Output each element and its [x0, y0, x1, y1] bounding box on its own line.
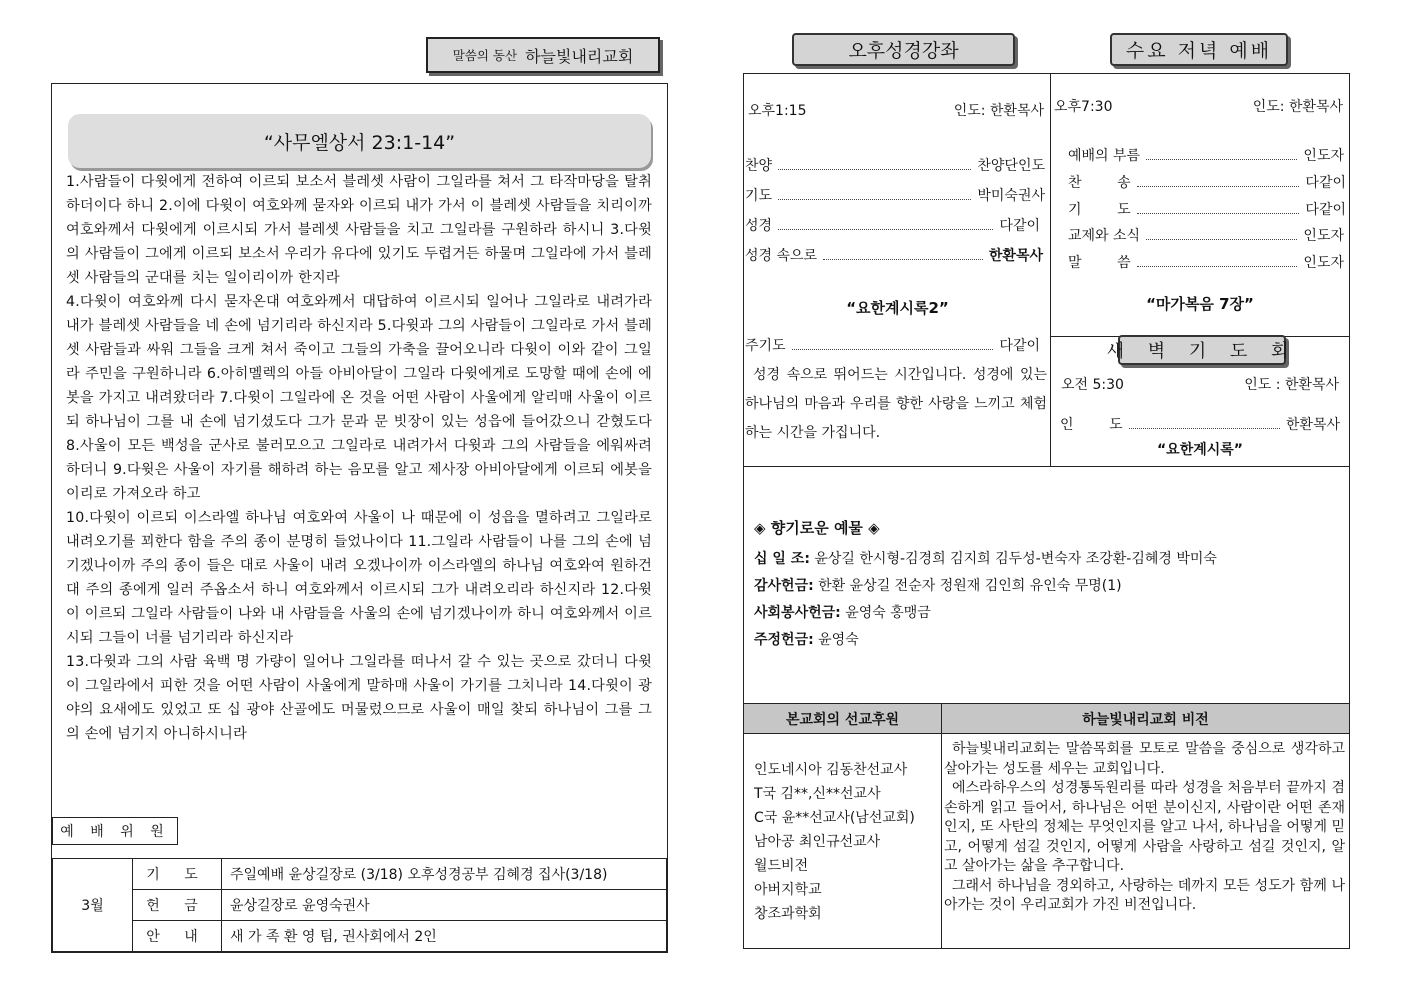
- scripture-paragraph: 1.사람들이 다윗에게 전하여 이르되 보소서 블레셋 사람이 그일라를 쳐서 그 타작마당을 탈취하더이다 하니 2.이에 다윗이 여호와께 묻자와 이르되 내가 가서 이 블레셋 사람들을 치리이까 여호와께서 다윗에게 이르시되 가서 블레셋 사람들을 치고 그일라를 구원하라 하시니 3.다윗의 사람들이 그에게 이르되 보소서 우리가 유다에 있기도 두렵거든 하물며 그일라에 가서 블레셋 사람들의 군대를 치는 일이리이까 한지라: [66, 174, 652, 286]
- program-item: [745, 185, 1045, 205]
- vision-paragraph: 그래서 하나님을 경외하고, 사랑하는 데까지 모든 성도가 함께 나아가는 것이 우리교회가 가진 비전입니다.: [944, 877, 1345, 913]
- program-item: [745, 155, 1045, 175]
- offering-line: [754, 600, 1344, 627]
- program-item-label: 기도: [745, 188, 773, 204]
- scripture-paragraph: 4.다윗이 여호와께 다시 묻자온대 여호와께서 대답하여 이르시되 일어나 그일라로 내려가라 내가 블레셋 사람들을 네 손에 넘기리라 하신지라 5.다윗과 그의 사람들이 그일라로 가서 블레셋 사람들과 싸워 그들을 크게 쳐서 죽이고 그들의 가축을 끌어오니라 다윗이 이와 같이 그일라 주민을 구원하니라 6.아히멜렉의 아들 아비아달이 그일라 다윗에게로 도망할 때에 손에 에봇을 가지고 내려왔더라 7.다윗이 그일라에 온 것을 어떤 사람이 사울에게 알리매 사울이 이르되 하나님이 그를 내 손에 넘기셨도다 그가 문과 문 빗장이 있는 성읍에 들어갔으니 갇혔도다 8.사울이 모든 백성을 군사로 불러모으고 그일라로 내려가서 다윗과 그의 사람들을 에워싸려 하더니 9.다윗은 사울이 자기를 해하려 하는 음모를 알고 제사장 아비아달에게 이르되 에봇을 이리로 가져오라 하고: [66, 294, 652, 502]
- church-motto: 말씀의 동산: [452, 48, 518, 63]
- list-item: 아버지학교: [754, 882, 822, 898]
- program-item: [1068, 199, 1346, 219]
- table-row: [744, 734, 1350, 949]
- afternoon-header: [748, 100, 1044, 120]
- dawn-header: [1061, 374, 1339, 394]
- table-header-row: [744, 704, 1350, 734]
- vision-paragraph: 하늘빛내리교회는 말씀목회를 모토로 말씀을 중심으로 생각하고 살아가는 성도를 세우는 교회입니다.: [944, 741, 1345, 777]
- program-item-value: 한환목사: [1285, 417, 1340, 433]
- offering-names: 윤영숙 홍맹금: [845, 605, 931, 621]
- program-item: [1068, 225, 1344, 245]
- offering-section: [754, 517, 1344, 654]
- program-item-label: 말 씀: [1068, 255, 1131, 271]
- program-item-value: 다같이: [1305, 175, 1346, 191]
- dawn-time: 오전 5:30: [1061, 377, 1124, 393]
- leader-dots: [778, 169, 971, 170]
- church-name-tag: [426, 37, 660, 73]
- duty-month: 3월: [53, 859, 133, 952]
- program-item-value: 찬양단인도: [977, 158, 1045, 174]
- vision-header: 하늘빛내리교회 비전: [942, 704, 1350, 734]
- table-row: [53, 921, 667, 952]
- program-item-label: 찬양: [745, 158, 773, 174]
- passage-title: “사무엘상서 23:1-14”: [68, 114, 651, 168]
- duty-role: 안 내: [133, 921, 222, 952]
- program-item-label: 교제와 소식: [1068, 228, 1141, 244]
- worship-committee-label: 예 배 위 원: [52, 817, 178, 845]
- list-item: T국 김**,신**선교사: [754, 786, 881, 802]
- church-name: 하늘빛내리교회: [525, 46, 634, 66]
- offering-label: 십 일 조:: [754, 551, 810, 567]
- program-item: [745, 245, 1043, 265]
- leader-dots: [1146, 159, 1297, 160]
- list-item: 창조과학회: [754, 906, 822, 922]
- missions-header: 본교회의 선교후원: [744, 704, 942, 734]
- program-item-label: 성경: [745, 218, 773, 234]
- column-divider: [1050, 73, 1051, 466]
- leader-dots: [1129, 428, 1280, 429]
- afternoon-description-text: 성경 속으로 뛰어드는 시간입니다. 성경에 있는 하나님의 마음과 우리를 향한 사랑을 느끼고 체험하는 시간을 가집니다.: [745, 367, 1047, 441]
- leader-dots: [792, 349, 994, 350]
- list-item: 인도네시아 김동찬선교사: [754, 762, 908, 778]
- duty-table: [52, 858, 667, 952]
- leader-dots: [778, 229, 993, 230]
- offering-label: 사회봉사헌금:: [754, 605, 841, 621]
- section-divider: [743, 466, 1350, 467]
- offering-names: 윤영숙: [818, 632, 859, 648]
- offering-label: 감사헌금:: [754, 578, 814, 594]
- program-item-label: 찬 송: [1068, 175, 1131, 191]
- program-item-value: 인도자: [1303, 255, 1344, 271]
- list-item: 남아공 최인규선교사: [754, 834, 881, 850]
- afternoon-bible-class-tab: 오후성경강좌: [792, 33, 1015, 66]
- scripture-text: [66, 170, 652, 746]
- program-item-label: 성경 속으로: [745, 248, 818, 264]
- wednesday-leader: 인도: 한환목사: [1252, 99, 1343, 115]
- vision-paragraph: 에스라하우스의 성경통독원리를 따라 성경을 처음부터 끝까지 겸손하게 읽고 들어서, 하나님은 어떤 분이신지, 사람이란 어떤 존재인지, 또 사탄의 정체는 무엇인지를 알고 나서, 하나님을 어떻게 믿고, 어떻게 섬길 것인지, 어떻게 사람을 사랑하고 섬길 것인지, 알고 살아가는 삶을 추구합니다.: [944, 780, 1345, 874]
- duty-role: 헌 금: [133, 890, 222, 921]
- leader-dots: [1146, 239, 1297, 240]
- program-item-value: 박미숙권사: [977, 188, 1045, 204]
- program-item-value: 다같이: [999, 218, 1040, 234]
- wednesday-header: [1054, 96, 1343, 116]
- offering-line: [754, 627, 1344, 654]
- program-item-value: 한환목사: [988, 248, 1043, 264]
- leader-dots: [778, 199, 971, 200]
- offering-names: 윤상길 한시형-김경희 김지희 김두성-변숙자 조강환-김혜경 박미숙: [814, 551, 1217, 567]
- program-item: [745, 215, 1040, 235]
- program-item: [1068, 252, 1344, 272]
- program-item-label: 주기도: [745, 338, 786, 354]
- table-row: [53, 859, 667, 890]
- program-item-value: 인도자: [1303, 148, 1344, 164]
- afternoon-leader: 인도: 한환목사: [953, 103, 1044, 119]
- list-item: C국 윤**선교사(남선교회): [754, 810, 915, 826]
- vision-text: [942, 734, 1350, 949]
- program-item-label: 예배의 부름: [1068, 148, 1141, 164]
- dawn-sermon-title: “요한계시록”: [1156, 442, 1244, 458]
- afternoon-sermon-title: “요한계시록2”: [846, 299, 949, 317]
- scripture-paragraph: 13.다윗과 그의 사람 육백 명 가량이 일어나 그일라를 떠나서 갈 수 있는 곳으로 갔더니 다윗이 그일라에서 피한 것을 어떤 사람이 사울에게 말하매 사울이 가기를 그치니라 14.다윗이 광야의 요새에도 있었고 또 십 광야 산골에도 머물렀으므로 사울이 매일 찾되 하나님이 그를 그의 손에 넘기지 아니하시니라: [66, 654, 652, 742]
- program-item-label: 기 도: [1068, 202, 1131, 218]
- duty-role: 기 도: [133, 859, 222, 890]
- program-item: [1060, 414, 1340, 434]
- leader-dots: [1137, 213, 1300, 214]
- afternoon-description: [745, 361, 1047, 448]
- wednesday-time: 오후7:30: [1054, 99, 1113, 115]
- offering-names: 한환 윤상길 전순자 정원재 김인희 유인숙 무명(1): [818, 578, 1122, 594]
- offering-label: 주정헌금:: [754, 632, 814, 648]
- table-row: [53, 890, 667, 921]
- duty-content: 새 가 족 환 영 팀, 권사회에서 2인: [222, 921, 667, 952]
- scripture-paragraph: 10.다윗이 이르되 이스라엘 하나님 여호와여 사울이 나 때문에 이 성읍을 멸하려고 그일라로 내려오기를 꾀한다 함을 주의 종이 분명히 들었나이다 11.그일라 사람들이 나를 그의 손에 넘기겠나이까 주의 종이 들은 대로 사울이 내려 오겠나이까 이스라엘의 하나님 여호와여 원하건대 주의 종에게 일러 주옵소서 하니 여호와께서 이르시되 그가 내려오리라 하신지라 12.다윗이 이르되 그일라 사람들이 나와 내 사람들을 사울의 손에 넘기겠나이까 하니 여호와께서 이르시되 그들이 너를 넘기리라 하신지라: [66, 510, 652, 646]
- program-item-value: 다같이: [1305, 202, 1346, 218]
- program-item-value: 다같이: [999, 338, 1040, 354]
- afternoon-time: 오후1:15: [748, 103, 807, 119]
- missions-list: [744, 734, 942, 949]
- dawn-prayer-tab: 새 벽 기 도 회: [1118, 335, 1286, 365]
- wednesday-sermon-title: “마가복음 7장”: [1146, 295, 1254, 313]
- duty-content: 윤상길장로 윤영숙권사: [222, 890, 667, 921]
- dawn-leader: 인도 : 한환목사: [1244, 377, 1339, 393]
- offering-title: ◈ 향기로운 예물 ◈: [754, 519, 880, 537]
- duty-content: 주일예배 윤상길장로 (3/18) 오후성경공부 김혜경 집사(3/18): [222, 859, 667, 890]
- list-item: 월드비전: [754, 858, 809, 874]
- program-item: [1068, 145, 1344, 165]
- leader-dots: [823, 259, 983, 260]
- program-item-label: 인 도: [1060, 417, 1123, 433]
- leader-dots: [1137, 266, 1298, 267]
- offering-line: [754, 573, 1344, 600]
- wednesday-service-tab: 수요 저녁 예배: [1110, 33, 1288, 66]
- program-item-value: 인도자: [1303, 228, 1344, 244]
- missions-vision-table: [743, 703, 1350, 949]
- program-item: [1068, 172, 1346, 192]
- offering-line: [754, 546, 1344, 573]
- program-item: [745, 335, 1040, 355]
- leader-dots: [1137, 186, 1300, 187]
